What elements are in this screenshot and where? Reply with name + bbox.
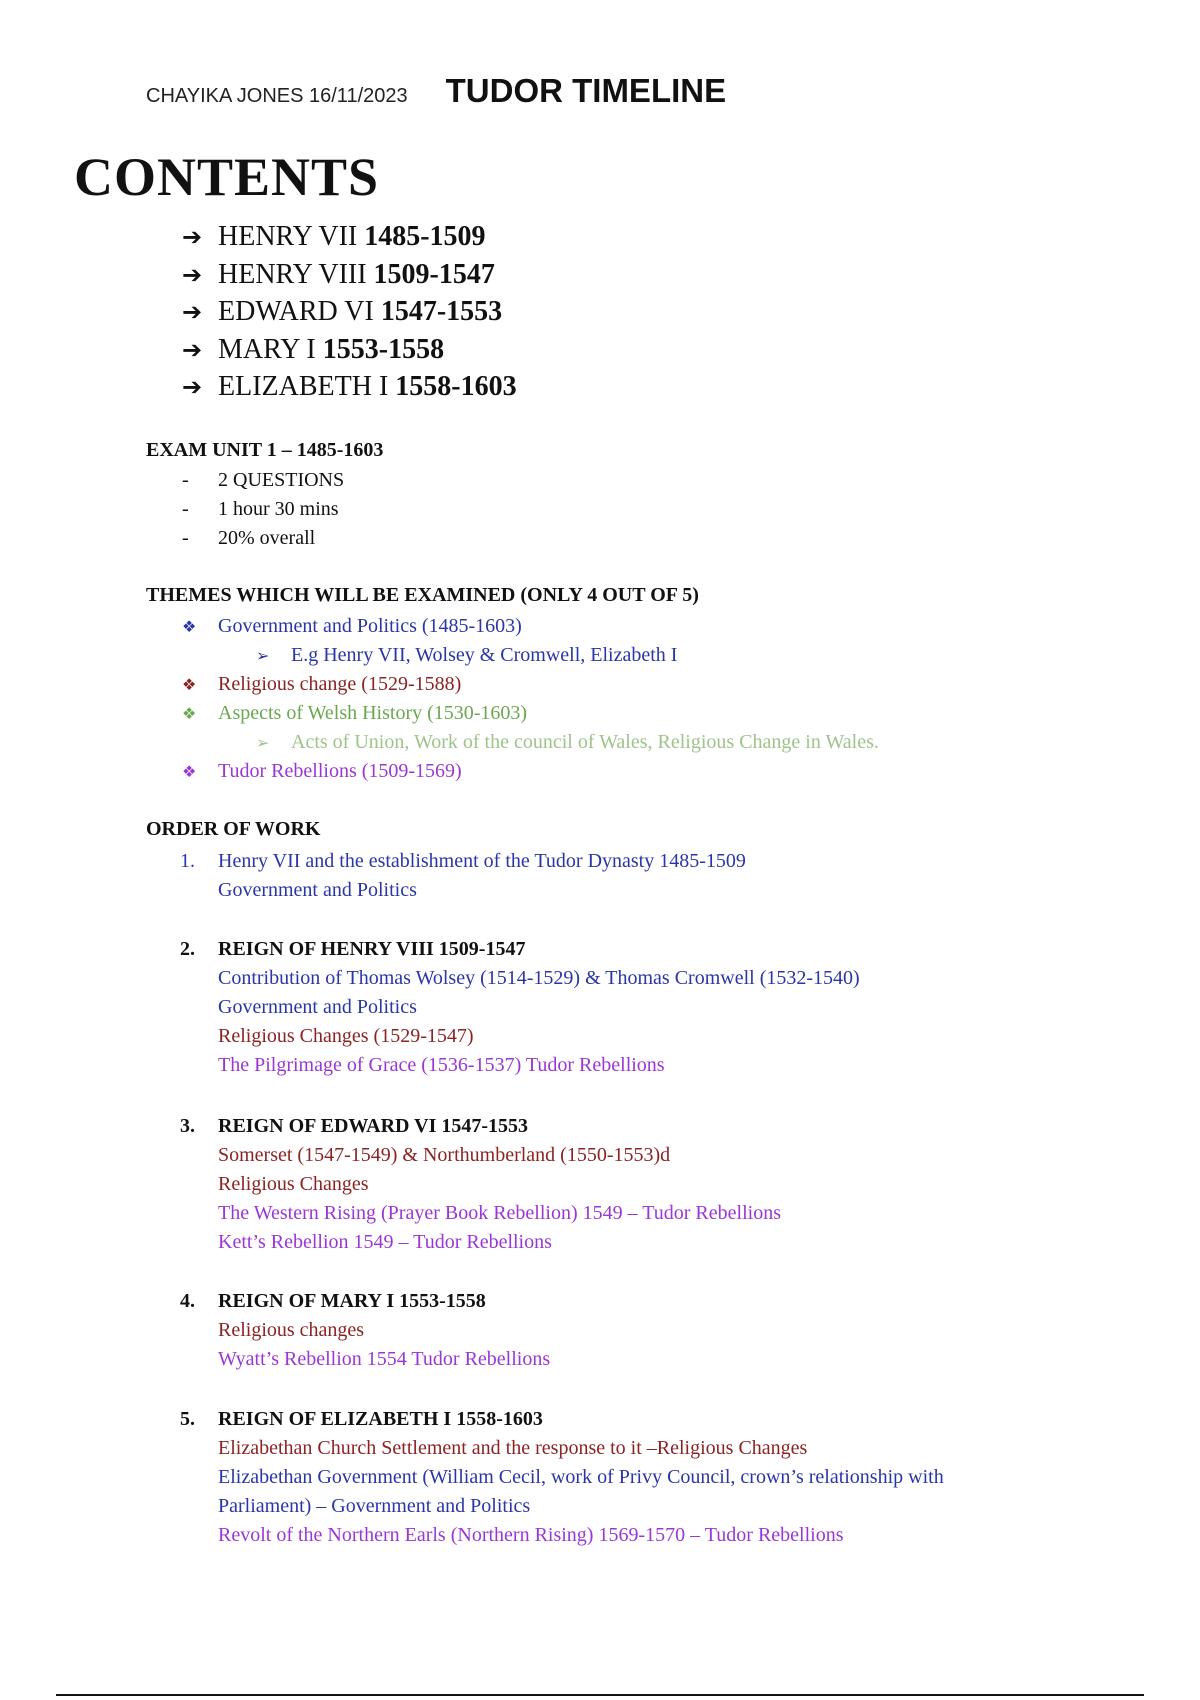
- monarch-name: EDWARD VI: [218, 296, 374, 327]
- theme-subitem: ➢ E.g Henry VII, Wolsey & Cromwell, Elizabeth I: [0, 641, 1200, 670]
- arrow-icon: ➔: [182, 223, 203, 251]
- author-date: CHAYIKA JONES 16/11/2023: [146, 85, 408, 107]
- section-number: 4.: [180, 1290, 195, 1312]
- section-number: 3.: [180, 1115, 195, 1137]
- section-title: 4. REIGN OF MARY I 1553-1558: [0, 1287, 1200, 1316]
- dash-marker: -: [182, 498, 189, 520]
- monarch-name: HENRY VIII: [218, 258, 367, 290]
- themes-heading: THEMES WHICH WILL BE EXAMINED (ONLY 4 OUT OF 5): [146, 584, 699, 606]
- theme-subitem: ➢ Acts of Union, Work of the council of Wales, Religious Change in Wales.: [0, 728, 1200, 757]
- order-line: The Western Rising (Prayer Book Rebellion) 1549 – Tudor Rebellions: [218, 1202, 781, 1224]
- document-header: [146, 72, 726, 110]
- dash-marker: -: [182, 469, 189, 491]
- arrowhead-bullet-icon: ➢: [256, 733, 270, 752]
- section-number: 2.: [180, 938, 195, 960]
- contents-title: CONTENTS: [74, 147, 380, 207]
- list-item: - 20% overall: [0, 524, 1200, 553]
- monarch-name: ELIZABETH I: [218, 371, 389, 402]
- contents-item: [182, 218, 517, 256]
- order-line: Elizabethan Church Settlement and the response to it –Religious Changes: [218, 1437, 808, 1459]
- order-section-1: [0, 847, 1200, 905]
- section-title: 5. REIGN OF ELIZABETH I 1558-1603: [0, 1405, 1200, 1434]
- reign-years: 1558-1603: [395, 371, 517, 402]
- order-line: Religious changes: [218, 1319, 365, 1341]
- contents-item: [182, 368, 517, 406]
- exam-heading: EXAM UNIT 1 – 1485-1603: [146, 439, 384, 461]
- exam-list: [0, 466, 1200, 553]
- themes-list: [0, 612, 1200, 786]
- contents-item: [182, 331, 517, 369]
- diamond-bullet-icon: ❖: [182, 704, 197, 723]
- arrow-icon: ➔: [182, 260, 203, 289]
- monarch-name: HENRY VII: [218, 221, 358, 252]
- order-line: The Pilgrimage of Grace (1536-1537) Tudor Rebellions: [218, 1054, 665, 1076]
- reign-years: 1553-1558: [322, 333, 445, 365]
- document-title: TUDOR TIMELINE: [445, 72, 727, 109]
- order-line: Government and Politics: [218, 879, 417, 901]
- contents-list: [182, 218, 517, 406]
- order-line: Contribution of Thomas Wolsey (1514-1529) & Thomas Cromwell (1532-1540): [218, 967, 860, 989]
- section-number: 5.: [180, 1408, 195, 1430]
- reign-years: 1547-1553: [380, 296, 503, 327]
- order-line: Wyatt’s Rebellion 1554 Tudor Rebellions: [218, 1348, 551, 1370]
- order-line: Parliament) – Government and Politics: [218, 1495, 531, 1517]
- order-line: Somerset (1547-1549) & Northumberland (1550-1553)d: [218, 1144, 671, 1166]
- diamond-bullet-icon: ❖: [182, 675, 197, 694]
- arrowhead-bullet-icon: ➢: [256, 646, 270, 665]
- reign-years: 1509-1547: [373, 258, 495, 290]
- dash-marker: -: [182, 527, 189, 549]
- arrow-icon: ➔: [182, 298, 203, 326]
- theme-item: ❖ Aspects of Welsh History (1530-1603): [0, 699, 1200, 728]
- section-number: 1.: [180, 850, 195, 872]
- order-line: Religious Changes (1529-1547): [218, 1025, 474, 1047]
- bottom-divider: [56, 1694, 1144, 1696]
- order-section-5: [0, 1405, 1200, 1550]
- theme-item: ❖ Religious change (1529-1588): [0, 670, 1200, 699]
- order-line: Government and Politics: [218, 996, 417, 1018]
- contents-item: [182, 293, 517, 331]
- diamond-bullet-icon: ❖: [182, 617, 197, 636]
- reign-years: 1485-1509: [364, 221, 486, 252]
- order-section-4: [0, 1287, 1200, 1374]
- order-line: Revolt of the Northern Earls (Northern Rising) 1569-1570 – Tudor Rebellions: [218, 1524, 844, 1546]
- list-item: - 1 hour 30 mins: [0, 495, 1200, 524]
- theme-item: ❖ Government and Politics (1485-1603): [0, 612, 1200, 641]
- order-line: 1. Henry VII and the establishment of the Tudor Dynasty 1485-1509: [0, 847, 1200, 876]
- order-line: Religious Changes: [218, 1173, 369, 1195]
- section-title: 2. REIGN OF HENRY VIII 1509-1547: [0, 935, 1200, 964]
- contents-item: [182, 256, 517, 294]
- monarch-name: MARY I: [218, 333, 316, 365]
- arrow-icon: ➔: [182, 373, 203, 401]
- section-title: 3. REIGN OF EDWARD VI 1547-1553: [0, 1112, 1200, 1141]
- order-line: Kett’s Rebellion 1549 – Tudor Rebellions: [218, 1231, 552, 1253]
- order-section-2: [0, 935, 1200, 1080]
- order-line: Elizabethan Government (William Cecil, work of Privy Council, crown’s relationship with: [218, 1466, 944, 1488]
- order-section-3: [0, 1112, 1200, 1257]
- arrow-icon: ➔: [182, 335, 203, 364]
- list-item: - 2 QUESTIONS: [0, 466, 1200, 495]
- order-heading: ORDER OF WORK: [146, 818, 321, 840]
- diamond-bullet-icon: ❖: [182, 762, 197, 781]
- theme-item: ❖ Tudor Rebellions (1509-1569): [0, 757, 1200, 786]
